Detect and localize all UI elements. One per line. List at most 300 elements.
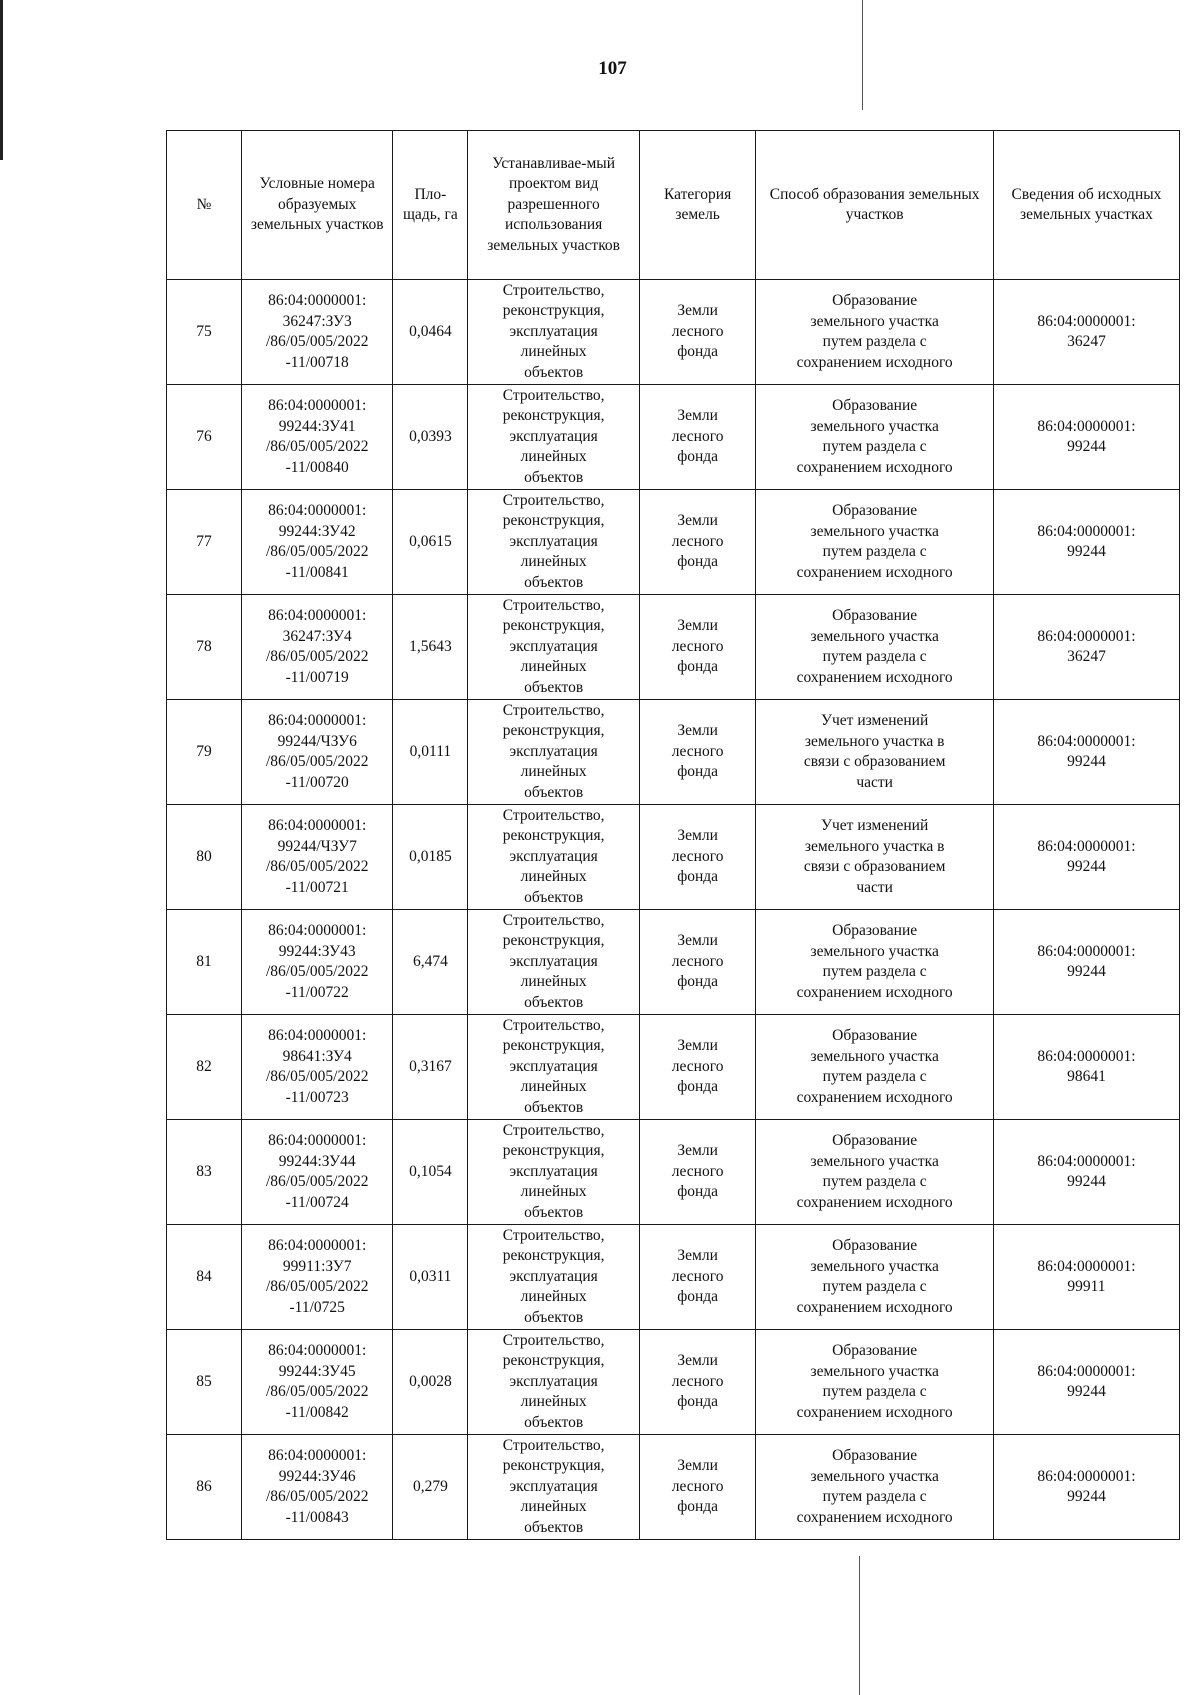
cell-source-plot-line: 86:04:0000001: bbox=[1037, 942, 1136, 960]
cell-formation-method-line: Образование bbox=[832, 292, 918, 309]
cell-land-category-line: лесного bbox=[671, 847, 724, 865]
cell-conditional-number-line: /86/05/005/2022 bbox=[265, 858, 369, 875]
cell-source-plot-line: 99244 bbox=[1067, 963, 1106, 980]
cell-conditional-number-line: 99244:ЗУ43 bbox=[278, 942, 356, 960]
table-row bbox=[167, 280, 1180, 385]
cell-formation-method bbox=[756, 280, 994, 385]
cell-permitted-use bbox=[468, 1225, 639, 1330]
cell-land-category-line: Земли bbox=[677, 1037, 718, 1055]
cell-permitted-use-line: линейных bbox=[520, 1078, 587, 1096]
cell-permitted-use-line: линейных bbox=[520, 868, 587, 886]
cell-area: 0,0311 bbox=[393, 1225, 468, 1330]
cell-conditional-number-line: -11/00841 bbox=[285, 563, 349, 581]
cell-permitted-use-line: эксплуатация bbox=[509, 1162, 598, 1180]
cell-conditional-number-line: 86:04:0000001: bbox=[268, 1342, 367, 1359]
cell-formation-method-line: путем раздела с bbox=[822, 1278, 927, 1295]
cell-area: 0,3167 bbox=[393, 1015, 468, 1120]
cell-formation-method-line: Образование bbox=[832, 1447, 918, 1464]
cell-formation-method-line: Учет изменений bbox=[821, 712, 929, 729]
cell-source-plot bbox=[993, 1435, 1179, 1540]
cell-source-plot-line: 98641 bbox=[1067, 1068, 1106, 1085]
cell-conditional-number bbox=[242, 1225, 393, 1330]
header-formation-method: Способ образования земельных участков bbox=[756, 131, 994, 280]
cell-permitted-use bbox=[468, 385, 639, 490]
cell-permitted-use-line: линейных bbox=[520, 763, 587, 781]
cell-land-category-line: Земли bbox=[677, 1247, 718, 1265]
cell-formation-method-line: путем раздела с bbox=[822, 648, 927, 665]
cell-source-plot bbox=[993, 280, 1179, 385]
cell-conditional-number-line: 86:04:0000001: bbox=[268, 1447, 367, 1464]
cell-conditional-number-line: -11/00724 bbox=[285, 1193, 349, 1211]
cell-land-category-line: лесного bbox=[671, 1057, 724, 1075]
cell-permitted-use-line: эксплуатация bbox=[509, 532, 598, 550]
cell-permitted-use-line: объектов bbox=[524, 468, 584, 486]
cell-formation-method-line: связи с образованием bbox=[803, 753, 946, 770]
cell-formation-method-line: Учет изменений bbox=[821, 817, 929, 834]
cell-permitted-use-line: объектов bbox=[524, 783, 584, 801]
cell-permitted-use-line: эксплуатация bbox=[509, 427, 598, 445]
cell-permitted-use-line: Строительство, bbox=[502, 281, 605, 299]
cell-permitted-use-line: линейных bbox=[520, 1183, 587, 1201]
cell-permitted-use bbox=[468, 1330, 639, 1435]
cell-formation-method-line: земельного участка bbox=[810, 1152, 939, 1170]
cell-formation-method-line: части bbox=[856, 773, 893, 791]
cell-source-plot-line: 99244 bbox=[1067, 438, 1106, 455]
cell-land-category bbox=[639, 1435, 756, 1540]
cell-formation-method-line: связи с образованием bbox=[803, 858, 946, 875]
cell-land-category-line: фонда bbox=[677, 763, 719, 781]
table-row bbox=[167, 1225, 1180, 1330]
cell-conditional-number-line: 99911:ЗУ7 bbox=[282, 1257, 352, 1275]
cell-formation-method-line: части bbox=[856, 878, 893, 896]
cell-permitted-use-line: объектов bbox=[524, 678, 584, 696]
table-row bbox=[167, 490, 1180, 595]
cell-formation-method-line: земельного участка в bbox=[804, 732, 945, 750]
cell-land-category bbox=[639, 490, 756, 595]
table-header bbox=[167, 131, 1180, 280]
cell-formation-method bbox=[756, 910, 994, 1015]
cell-permitted-use-line: Строительство, bbox=[502, 701, 605, 719]
cell-permitted-use-line: Строительство, bbox=[502, 806, 605, 824]
cell-formation-method bbox=[756, 385, 994, 490]
cell-land-category-line: Земли bbox=[677, 827, 718, 845]
cell-permitted-use-line: объектов bbox=[524, 573, 584, 591]
cell-formation-method-line: сохранением исходного bbox=[796, 668, 953, 686]
cell-formation-method-line: Образование bbox=[832, 1132, 918, 1149]
cell-formation-method bbox=[756, 700, 994, 805]
cell-land-category-line: лесного bbox=[671, 952, 724, 970]
cell-conditional-number-line: 86:04:0000001: bbox=[268, 607, 367, 624]
cell-number: 83 bbox=[167, 1120, 242, 1225]
cell-formation-method-line: сохранением исходного bbox=[796, 1508, 953, 1526]
cell-permitted-use-line: объектов bbox=[524, 363, 584, 381]
cell-permitted-use-line: эксплуатация bbox=[509, 1057, 598, 1075]
cell-land-category-line: Земли bbox=[677, 1352, 718, 1370]
cell-land-category-line: Земли bbox=[677, 617, 718, 635]
cell-source-plot-line: 99244 bbox=[1067, 1383, 1106, 1400]
cell-permitted-use bbox=[468, 280, 639, 385]
scan-edge-mark bbox=[0, 0, 3, 160]
cell-formation-method-line: Образование bbox=[832, 1342, 918, 1359]
cell-conditional-number-line: 86:04:0000001: bbox=[268, 922, 367, 939]
cell-number: 78 bbox=[167, 595, 242, 700]
cell-permitted-use-line: реконструкция, bbox=[502, 1457, 605, 1475]
cell-conditional-number-line: 36247:ЗУ4 bbox=[282, 627, 352, 645]
cell-area: 0,0185 bbox=[393, 805, 468, 910]
table-row bbox=[167, 385, 1180, 490]
cell-permitted-use-line: Строительство, bbox=[502, 911, 605, 929]
cell-permitted-use bbox=[468, 700, 639, 805]
cell-formation-method-line: сохранением исходного bbox=[796, 563, 953, 581]
cell-formation-method-line: земельного участка в bbox=[804, 837, 945, 855]
page-number: 107 bbox=[598, 58, 627, 79]
cell-land-category bbox=[639, 595, 756, 700]
cell-land-category-line: Земли bbox=[677, 407, 718, 425]
table-body bbox=[167, 280, 1180, 1540]
cell-source-plot bbox=[993, 1015, 1179, 1120]
cell-land-category-line: фонда bbox=[677, 658, 719, 676]
cell-conditional-number-line: -11/00718 bbox=[285, 353, 349, 371]
cell-permitted-use-line: эксплуатация bbox=[509, 1477, 598, 1495]
cell-source-plot-line: 36247 bbox=[1067, 333, 1106, 350]
cell-conditional-number-line: /86/05/005/2022 bbox=[265, 753, 369, 770]
cell-conditional-number bbox=[242, 1330, 393, 1435]
cell-formation-method-line: путем раздела с bbox=[822, 1068, 927, 1085]
cell-conditional-number-line: 86:04:0000001: bbox=[268, 502, 367, 519]
cell-conditional-number bbox=[242, 805, 393, 910]
cell-land-category-line: Земли bbox=[677, 722, 718, 740]
cell-permitted-use bbox=[468, 910, 639, 1015]
cell-conditional-number-line: -11/00723 bbox=[285, 1088, 349, 1106]
cell-permitted-use-line: эксплуатация bbox=[509, 637, 598, 655]
cell-source-plot bbox=[993, 805, 1179, 910]
cell-land-category-line: Земли bbox=[677, 512, 718, 530]
cell-land-category-line: лесного bbox=[671, 1162, 724, 1180]
cell-land-category-line: лесного bbox=[671, 427, 724, 445]
cell-area: 0,0111 bbox=[393, 700, 468, 805]
cell-land-category bbox=[639, 910, 756, 1015]
cell-permitted-use bbox=[468, 805, 639, 910]
cell-formation-method-line: сохранением исходного bbox=[796, 983, 953, 1001]
cell-conditional-number-line: -11/00720 bbox=[285, 773, 349, 791]
cell-permitted-use-line: Строительство, bbox=[502, 1436, 605, 1454]
cell-land-category-line: Земли bbox=[677, 302, 718, 320]
cell-source-plot-line: 99244 bbox=[1067, 1488, 1106, 1505]
cell-formation-method bbox=[756, 1120, 994, 1225]
cell-source-plot-line: 86:04:0000001: bbox=[1037, 522, 1136, 540]
cell-formation-method-line: Образование bbox=[832, 502, 918, 519]
cell-number: 76 bbox=[167, 385, 242, 490]
cell-permitted-use-line: Строительство, bbox=[502, 1121, 605, 1139]
cell-source-plot-line: 86:04:0000001: bbox=[1037, 732, 1136, 750]
cell-source-plot-line: 36247 bbox=[1067, 648, 1106, 665]
cell-area: 0,279 bbox=[393, 1435, 468, 1540]
cell-land-category bbox=[639, 700, 756, 805]
cell-formation-method-line: Образование bbox=[832, 1237, 918, 1254]
cell-conditional-number bbox=[242, 700, 393, 805]
cell-conditional-number-line: 36247:ЗУ3 bbox=[282, 312, 352, 330]
cell-area: 0,0028 bbox=[393, 1330, 468, 1435]
cell-permitted-use bbox=[468, 1015, 639, 1120]
cell-source-plot bbox=[993, 1225, 1179, 1330]
cell-permitted-use-line: реконструкция, bbox=[502, 932, 605, 950]
cell-permitted-use-line: эксплуатация bbox=[509, 847, 598, 865]
cell-formation-method-line: Образование bbox=[832, 607, 918, 624]
land-plots-table bbox=[166, 130, 1180, 1540]
cell-land-category-line: лесного bbox=[671, 1372, 724, 1390]
table-row bbox=[167, 1330, 1180, 1435]
cell-formation-method-line: земельного участка bbox=[810, 417, 939, 435]
cell-formation-method-line: путем раздела с bbox=[822, 1173, 927, 1190]
cell-land-category-line: фонда bbox=[677, 1498, 719, 1516]
cell-area: 0,0464 bbox=[393, 280, 468, 385]
cell-formation-method-line: сохранением исходного bbox=[796, 353, 953, 371]
cell-conditional-number bbox=[242, 280, 393, 385]
cell-land-category-line: лесного bbox=[671, 1267, 724, 1285]
cell-source-plot bbox=[993, 490, 1179, 595]
cell-permitted-use-line: линейных bbox=[520, 973, 587, 991]
cell-formation-method-line: земельного участка bbox=[810, 942, 939, 960]
cell-formation-method-line: сохранением исходного bbox=[796, 1193, 953, 1211]
cell-conditional-number-line: /86/05/005/2022 bbox=[265, 1068, 369, 1085]
cell-permitted-use-line: реконструкция, bbox=[502, 617, 605, 635]
cell-permitted-use-line: реконструкция, bbox=[502, 1142, 605, 1160]
cell-source-plot bbox=[993, 910, 1179, 1015]
table-row bbox=[167, 1435, 1180, 1540]
cell-permitted-use-line: объектов bbox=[524, 993, 584, 1011]
cell-source-plot-line: 99244 bbox=[1067, 753, 1106, 770]
cell-formation-method-line: путем раздела с bbox=[822, 1488, 927, 1505]
cell-permitted-use-line: реконструкция, bbox=[502, 302, 605, 320]
cell-source-plot-line: 86:04:0000001: bbox=[1037, 1152, 1136, 1170]
cell-area: 6,474 bbox=[393, 910, 468, 1015]
cell-conditional-number-line: 86:04:0000001: bbox=[268, 397, 367, 414]
cell-formation-method bbox=[756, 490, 994, 595]
cell-land-category-line: фонда bbox=[677, 553, 719, 571]
cell-number: 77 bbox=[167, 490, 242, 595]
cell-area: 1,5643 bbox=[393, 595, 468, 700]
cell-formation-method-line: земельного участка bbox=[810, 1047, 939, 1065]
cell-formation-method-line: земельного участка bbox=[810, 1467, 939, 1485]
cell-formation-method bbox=[756, 1225, 994, 1330]
cell-formation-method bbox=[756, 595, 994, 700]
cell-land-category-line: лесного bbox=[671, 742, 724, 760]
cell-formation-method-line: земельного участка bbox=[810, 1257, 939, 1275]
cell-conditional-number-line: -11/00842 bbox=[285, 1403, 349, 1421]
cell-land-category-line: фонда bbox=[677, 868, 719, 886]
cell-permitted-use-line: линейных bbox=[520, 448, 587, 466]
cell-permitted-use-line: линейных bbox=[520, 658, 587, 676]
cell-formation-method bbox=[756, 1330, 994, 1435]
cell-land-category-line: фонда bbox=[677, 343, 719, 361]
cell-conditional-number-line: 99244/ЧЗУ6 bbox=[277, 732, 357, 750]
cell-land-category-line: лесного bbox=[671, 532, 724, 550]
cell-source-plot-line: 86:04:0000001: bbox=[1037, 1257, 1136, 1275]
cell-formation-method-line: земельного участка bbox=[810, 627, 939, 645]
cell-conditional-number-line: /86/05/005/2022 bbox=[265, 1173, 369, 1190]
cell-land-category bbox=[639, 1015, 756, 1120]
cell-number: 84 bbox=[167, 1225, 242, 1330]
cell-conditional-number-line: /86/05/005/2022 bbox=[265, 543, 369, 560]
cell-formation-method-line: сохранением исходного bbox=[796, 1298, 953, 1316]
cell-conditional-number-line: -11/00721 bbox=[285, 878, 349, 896]
cell-source-plot bbox=[993, 1330, 1179, 1435]
cell-conditional-number-line: 86:04:0000001: bbox=[268, 292, 367, 309]
header-conditional-numbers: Условные номера образуемых земельных участков bbox=[242, 131, 393, 280]
cell-conditional-number-line: -11/00840 bbox=[285, 458, 349, 476]
cell-source-plot-line: 86:04:0000001: bbox=[1037, 417, 1136, 435]
cell-land-category bbox=[639, 1225, 756, 1330]
cell-conditional-number-line: /86/05/005/2022 bbox=[265, 1488, 369, 1505]
cell-formation-method-line: земельного участка bbox=[810, 522, 939, 540]
header-number: № bbox=[167, 131, 242, 280]
cell-permitted-use-line: реконструкция, bbox=[502, 1247, 605, 1265]
header-row bbox=[167, 131, 1180, 280]
cell-permitted-use-line: линейных bbox=[520, 1288, 587, 1306]
cell-land-category-line: лесного bbox=[671, 322, 724, 340]
cell-formation-method-line: сохранением исходного bbox=[796, 458, 953, 476]
cell-permitted-use-line: эксплуатация bbox=[509, 322, 598, 340]
cell-permitted-use-line: линейных bbox=[520, 1498, 587, 1516]
cell-conditional-number-line: 99244:ЗУ45 bbox=[278, 1362, 356, 1380]
table-row bbox=[167, 1120, 1180, 1225]
cell-conditional-number-line: 86:04:0000001: bbox=[268, 1027, 367, 1044]
table-row bbox=[167, 805, 1180, 910]
cell-number: 75 bbox=[167, 280, 242, 385]
cell-source-plot bbox=[993, 595, 1179, 700]
cell-permitted-use-line: Строительство, bbox=[502, 1016, 605, 1034]
cell-permitted-use-line: линейных bbox=[520, 553, 587, 571]
cell-conditional-number-line: 86:04:0000001: bbox=[268, 817, 367, 834]
cell-formation-method-line: Образование bbox=[832, 1027, 918, 1044]
cell-conditional-number bbox=[242, 1015, 393, 1120]
cell-permitted-use-line: Строительство, bbox=[502, 386, 605, 404]
header-permitted-use: Устанавливае-мый проектом вид разрешенного использования земельных участков bbox=[468, 131, 639, 280]
cell-conditional-number-line: 86:04:0000001: bbox=[268, 1237, 367, 1254]
cell-permitted-use-line: линейных bbox=[520, 1393, 587, 1411]
cell-formation-method-line: сохранением исходного bbox=[796, 1403, 953, 1421]
cell-source-plot-line: 86:04:0000001: bbox=[1037, 1047, 1136, 1065]
cell-source-plot-line: 86:04:0000001: bbox=[1037, 1362, 1136, 1380]
cell-source-plot-line: 86:04:0000001: bbox=[1037, 1467, 1136, 1485]
cell-number: 85 bbox=[167, 1330, 242, 1435]
cell-conditional-number-line: 99244:ЗУ46 bbox=[278, 1467, 356, 1485]
cell-permitted-use-line: Строительство, bbox=[502, 596, 605, 614]
cell-permitted-use-line: эксплуатация bbox=[509, 952, 598, 970]
cell-land-category-line: Земли bbox=[677, 1142, 718, 1160]
cell-permitted-use-line: реконструкция, bbox=[502, 512, 605, 530]
cell-permitted-use bbox=[468, 1120, 639, 1225]
cell-number: 80 bbox=[167, 805, 242, 910]
table-row bbox=[167, 595, 1180, 700]
cell-permitted-use-line: объектов bbox=[524, 888, 584, 906]
cell-source-plot bbox=[993, 1120, 1179, 1225]
cell-permitted-use-line: реконструкция, bbox=[502, 1037, 605, 1055]
cell-source-plot-line: 86:04:0000001: bbox=[1037, 312, 1136, 330]
cell-permitted-use-line: объектов bbox=[524, 1308, 584, 1326]
cell-land-category-line: Земли bbox=[677, 932, 718, 950]
cell-formation-method-line: путем раздела с bbox=[822, 543, 927, 560]
cell-conditional-number-line: /86/05/005/2022 bbox=[265, 1383, 369, 1400]
header-area: Пло-щадь, га bbox=[393, 131, 468, 280]
cell-number: 81 bbox=[167, 910, 242, 1015]
cell-land-category bbox=[639, 1120, 756, 1225]
scan-artifact-line-bottom bbox=[859, 1556, 860, 1695]
cell-land-category-line: фонда bbox=[677, 1183, 719, 1201]
cell-area: 0,0393 bbox=[393, 385, 468, 490]
table-row bbox=[167, 700, 1180, 805]
cell-area: 0,0615 bbox=[393, 490, 468, 595]
cell-conditional-number bbox=[242, 385, 393, 490]
cell-permitted-use-line: реконструкция, bbox=[502, 407, 605, 425]
cell-permitted-use-line: Строительство, bbox=[502, 1226, 605, 1244]
cell-permitted-use-line: объектов bbox=[524, 1518, 584, 1536]
cell-permitted-use-line: эксплуатация bbox=[509, 742, 598, 760]
cell-conditional-number-line: 86:04:0000001: bbox=[268, 712, 367, 729]
cell-conditional-number-line: -11/00843 bbox=[285, 1508, 349, 1526]
cell-formation-method-line: путем раздела с bbox=[822, 333, 927, 350]
cell-permitted-use bbox=[468, 490, 639, 595]
cell-permitted-use bbox=[468, 1435, 639, 1540]
cell-number: 86 bbox=[167, 1435, 242, 1540]
cell-formation-method bbox=[756, 1015, 994, 1120]
cell-land-category-line: Земли bbox=[677, 1457, 718, 1475]
cell-permitted-use-line: Строительство, bbox=[502, 1331, 605, 1349]
cell-formation-method-line: путем раздела с bbox=[822, 1383, 927, 1400]
cell-conditional-number-line: /86/05/005/2022 bbox=[265, 333, 369, 350]
cell-conditional-number-line: 99244:ЗУ44 bbox=[278, 1152, 356, 1170]
cell-formation-method-line: сохранением исходного bbox=[796, 1088, 953, 1106]
cell-permitted-use-line: объектов bbox=[524, 1203, 584, 1221]
cell-source-plot bbox=[993, 700, 1179, 805]
cell-permitted-use-line: линейных bbox=[520, 343, 587, 361]
cell-source-plot-line: 99244 bbox=[1067, 543, 1106, 560]
table-row bbox=[167, 1015, 1180, 1120]
cell-number: 82 bbox=[167, 1015, 242, 1120]
cell-land-category bbox=[639, 280, 756, 385]
cell-land-category-line: лесного bbox=[671, 1477, 724, 1495]
cell-land-category bbox=[639, 805, 756, 910]
cell-conditional-number-line: 99244:ЗУ42 bbox=[278, 522, 356, 540]
header-source-plots: Сведения об исходных земельных участках bbox=[993, 131, 1179, 280]
cell-formation-method-line: Образование bbox=[832, 922, 918, 939]
cell-permitted-use-line: реконструкция, bbox=[502, 1352, 605, 1370]
cell-permitted-use-line: эксплуатация bbox=[509, 1267, 598, 1285]
cell-conditional-number bbox=[242, 1120, 393, 1225]
cell-conditional-number-line: -11/00719 bbox=[285, 668, 349, 686]
cell-permitted-use-line: Строительство, bbox=[502, 491, 605, 509]
cell-formation-method-line: земельного участка bbox=[810, 312, 939, 330]
cell-conditional-number-line: /86/05/005/2022 bbox=[265, 1278, 369, 1295]
cell-land-category-line: лесного bbox=[671, 637, 724, 655]
cell-source-plot-line: 99911 bbox=[1067, 1278, 1106, 1295]
cell-permitted-use bbox=[468, 595, 639, 700]
cell-conditional-number bbox=[242, 595, 393, 700]
cell-conditional-number-line: 98641:ЗУ4 bbox=[282, 1047, 352, 1065]
cell-conditional-number-line: /86/05/005/2022 bbox=[265, 648, 369, 665]
cell-formation-method-line: Образование bbox=[832, 397, 918, 414]
cell-area: 0,1054 bbox=[393, 1120, 468, 1225]
cell-formation-method-line: путем раздела с bbox=[822, 963, 927, 980]
cell-conditional-number-line: /86/05/005/2022 bbox=[265, 963, 369, 980]
scan-artifact-line-top bbox=[862, 0, 863, 110]
cell-formation-method-line: путем раздела с bbox=[822, 438, 927, 455]
cell-formation-method bbox=[756, 805, 994, 910]
cell-source-plot-line: 99244 bbox=[1067, 1173, 1106, 1190]
cell-formation-method bbox=[756, 1435, 994, 1540]
cell-permitted-use-line: реконструкция, bbox=[502, 722, 605, 740]
cell-conditional-number-line: /86/05/005/2022 bbox=[265, 438, 369, 455]
